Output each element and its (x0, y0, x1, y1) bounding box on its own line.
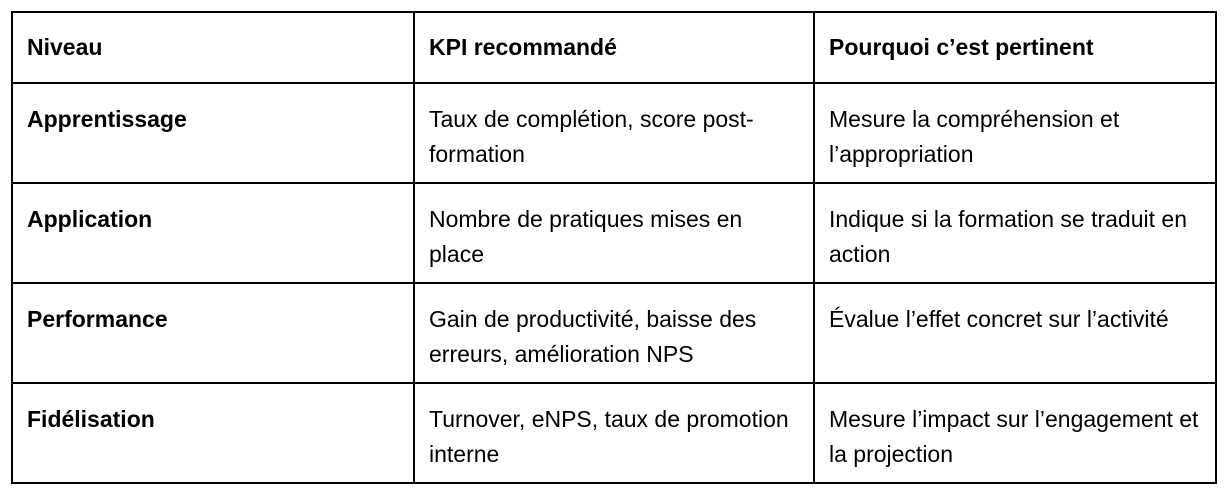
reason-cell: Mesure l’impact sur l’engagement et la projection (814, 383, 1216, 483)
table-row (12, 283, 1216, 383)
header-kpi: KPI recommandé (414, 12, 814, 83)
header-niveau: Niveau (12, 12, 414, 83)
level-cell: Fidélisation (12, 383, 414, 483)
table-row (12, 183, 1216, 283)
level-cell: Application (12, 183, 414, 283)
reason-cell: Indique si la formation se traduit en action (814, 183, 1216, 283)
level-cell: Apprentissage (12, 83, 414, 183)
reason-cell: Évalue l’effet concret sur l’activité (814, 283, 1216, 383)
kpi-table (11, 11, 1217, 484)
table-row (12, 383, 1216, 483)
header-pertinence: Pourquoi c’est pertinent (814, 12, 1216, 83)
level-cell: Performance (12, 283, 414, 383)
kpi-cell: Nombre de pratiques mises en place (414, 183, 814, 283)
reason-cell: Mesure la compréhension et l’appropriation (814, 83, 1216, 183)
kpi-cell: Taux de complétion, score post-formation (414, 83, 814, 183)
kpi-cell: Gain de productivité, baisse des erreurs, amélioration NPS (414, 283, 814, 383)
kpi-cell: Turnover, eNPS, taux de promotion interne (414, 383, 814, 483)
table-row (12, 83, 1216, 183)
header-row (12, 12, 1216, 83)
